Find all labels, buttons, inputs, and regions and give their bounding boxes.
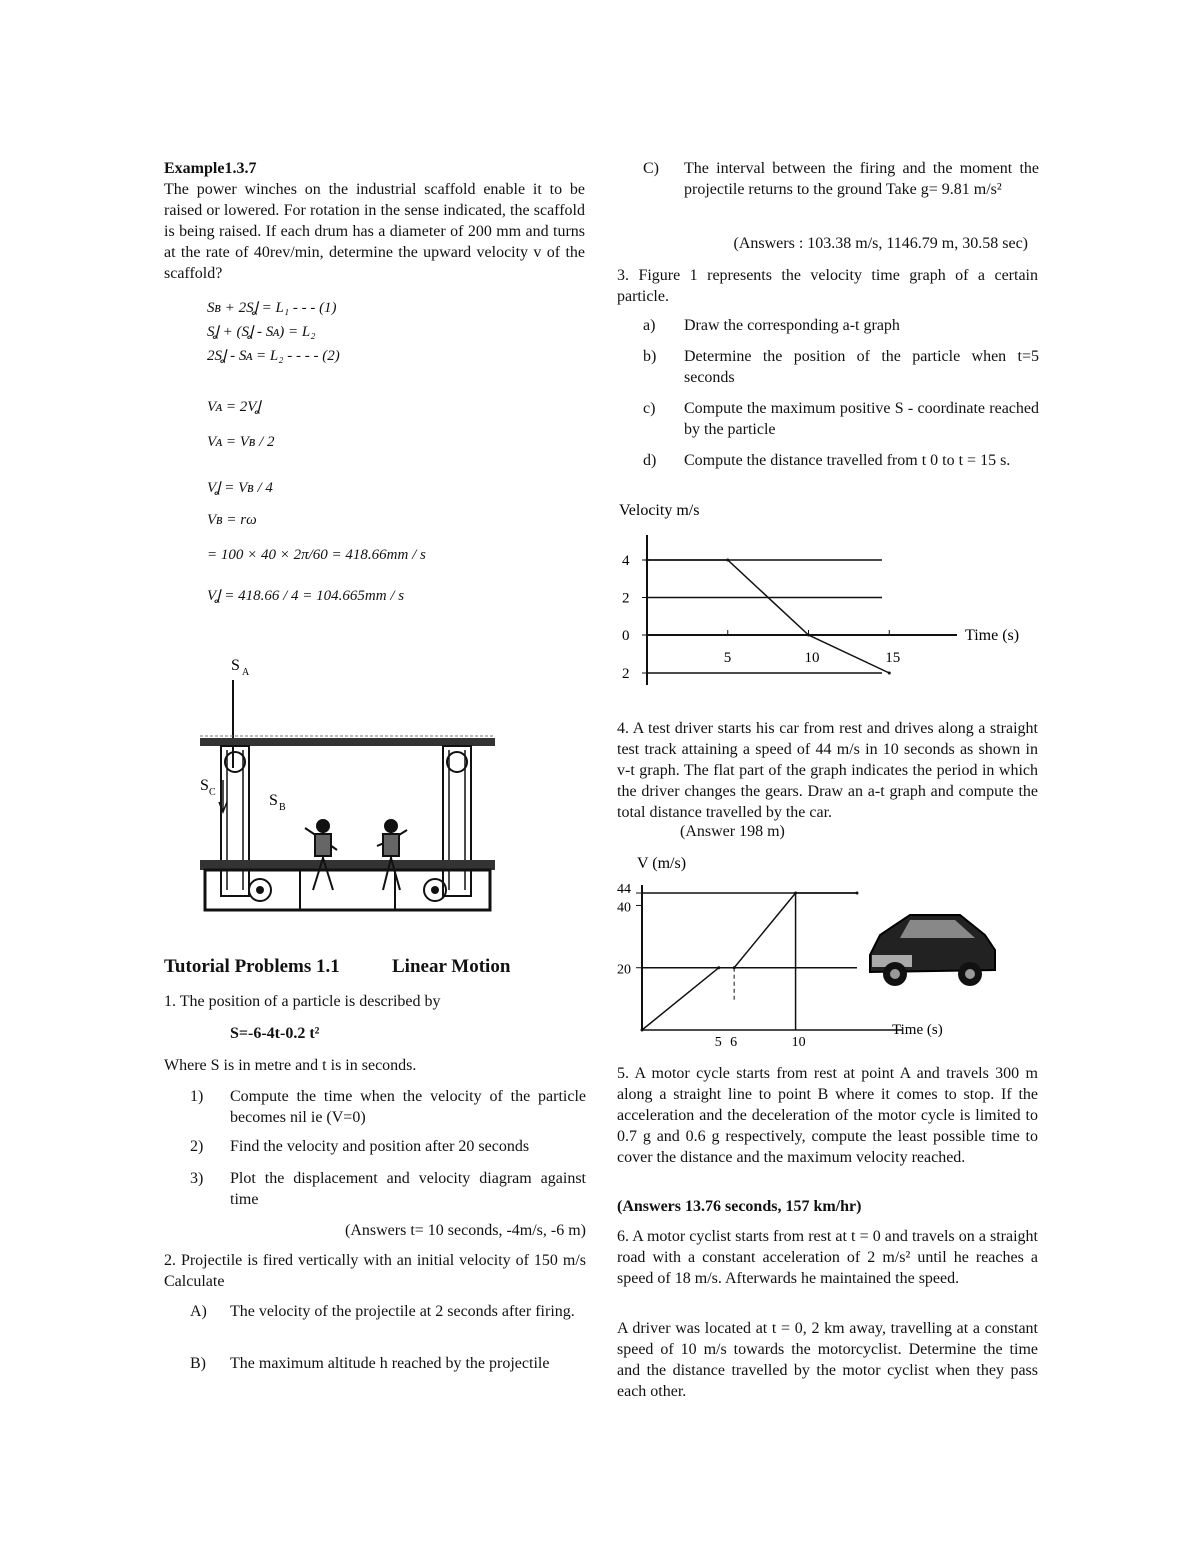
item-text: The interval between the firing and the moment the projectile returns to the ground Take g= 9.81 m/s² — [684, 160, 1039, 198]
chart-2-y-tick-label: 20 — [617, 962, 631, 978]
label-sc-sub: C — [209, 787, 216, 798]
item-label: d) — [643, 452, 657, 469]
chart-2-point — [794, 892, 797, 895]
example-text: The power winches on the industrial scaffold enable it to be raised or lowered. For rotation in the sense indicated, the scaffold is being raised. If each drum has a diameter of 200 mm and turns at the rate of 40rev/min, determine the upward velocity v of the scaffold? — [164, 181, 585, 282]
chart-2-ylabel: V (m/s) — [637, 855, 687, 872]
problem-1-item-2 — [190, 1136, 586, 1158]
item-label: C) — [643, 160, 659, 177]
problem-2-item-c — [643, 158, 1039, 224]
problem-3-item-d — [643, 450, 1039, 494]
problem-6-text: 6. A motor cyclist starts from rest at t = 0 and travels on a straight road with a constant acceleration of 2 m/s² until he reaches a speed of 18 m/s. Afterwards he maintained the speed. — [617, 1228, 1038, 1287]
problem-2-answer: (Answers : 103.38 m/s, 1146.79 m, 30.58 sec) — [733, 235, 1028, 252]
chart-2-y-tick-label: 40 — [617, 900, 631, 916]
chart-velocity-time — [612, 495, 1042, 690]
equation-7: Vʙ = rω — [207, 512, 257, 528]
item-label: 3) — [190, 1170, 204, 1187]
chart-1-xlabel: Time (s) — [965, 627, 1020, 644]
item-label: c) — [643, 400, 656, 417]
equation-8: = 100 × 40 × 2π/60 = 418.66mm / s — [207, 547, 426, 563]
item-text: Find the velocity and position after 20 seconds — [230, 1138, 530, 1155]
chart-1-point — [646, 559, 649, 562]
problem-3-item-b — [643, 346, 1039, 390]
label-sb: S — [269, 792, 278, 809]
platform-frame — [205, 870, 490, 910]
problem-4-text: 4. A test driver starts his car from rest and drives along a straight test track attaining a speed of 44 m/s in 10 seconds as shown in v-t graph. The flat part of the graph indicates the period in which the driver changes the gears. Draw an a-t graph and compute the total distance travelled by the car. — [617, 720, 1038, 821]
chart-1-y-tick-label: 4 — [622, 553, 630, 569]
problem-2-item-a — [190, 1301, 586, 1345]
equation-1: Sʙ + 2SꞲ = L₁ - - - (1) — [207, 300, 337, 316]
equation-9: VꞲ = 418.66 / 4 = 104.665mm / s — [207, 588, 405, 604]
equation-3: 2SꞲ - Sᴀ = L₂ - - - - (2) — [207, 348, 340, 364]
item-label: A) — [190, 1303, 207, 1320]
chart-2-point — [641, 1029, 644, 1032]
problem-1-equation: S=-6-4t-0.2 t² — [230, 1025, 320, 1042]
worker-right — [377, 820, 407, 890]
problem-2-item-b — [190, 1353, 586, 1397]
item-text: The maximum altitude h reached by the projectile — [230, 1355, 550, 1372]
problem-5-answer: (Answers 13.76 seconds, 157 km/hr) — [617, 1198, 862, 1215]
problem-1-intro: 1. The position of a particle is described by — [164, 993, 441, 1010]
chart-1-point — [726, 559, 729, 562]
item-text: Draw the corresponding a-t graph — [684, 317, 900, 334]
problem-3-intro: 3. Figure 1 represents the velocity time graph of a certain particle. — [617, 267, 1038, 305]
problem-1-answer: (Answers t= 10 seconds, -4m/s, -6 m) — [345, 1222, 586, 1239]
item-label: 2) — [190, 1138, 204, 1155]
problem-1-item-1 — [190, 1086, 586, 1130]
car-illustration — [860, 900, 1000, 990]
scaffold-figure — [195, 650, 505, 922]
chart-2-xlabel: Time (s) — [892, 1022, 943, 1038]
item-label: a) — [643, 317, 656, 334]
problem-5-text: 5. A motor cycle starts from rest at point A and travels 300 m along a straight line to point B where it comes to stop. If the acceleration and the deceleration of the motor cycle is limited to 0.7 g and 0.6 g respectively, compute the least possible time to cover the distance and the maximum velocity reached. — [617, 1065, 1038, 1166]
item-text: Plot the displacement and velocity diagram against time — [230, 1170, 586, 1208]
chart-1-y-tick-label: 0 — [622, 628, 630, 644]
worker-left — [305, 820, 337, 890]
chart-1-x-tick-label: 15 — [885, 650, 901, 666]
chart-1-series-line — [647, 560, 889, 673]
label-sb-sub: B — [279, 802, 286, 813]
label-sc: S — [200, 777, 209, 794]
item-label: b) — [643, 348, 657, 365]
item-text: The velocity of the projectile at 2 seconds after firing. — [230, 1303, 575, 1320]
chart-1-x-tick-label: 10 — [804, 650, 820, 666]
tutorial-topic: Linear Motion — [392, 956, 511, 977]
equation-6: VꞲ = Vʙ / 4 — [207, 480, 273, 496]
item-text: Compute the maximum positive S - coordinate reached by the particle — [684, 400, 1039, 438]
top-beam — [200, 738, 495, 746]
equation-5: Vᴀ = Vʙ / 2 — [207, 434, 275, 450]
chart-1-point — [888, 672, 891, 675]
chart-2-x-tick-label: 6 — [730, 1035, 738, 1050]
item-text: Determine the position of the particle when t=5 seconds — [684, 348, 1039, 386]
chart-1-y-tick-label: 2 — [622, 590, 630, 607]
chart-2-x-tick-label: 5 — [714, 1035, 722, 1050]
chart-1-point — [807, 634, 810, 637]
chart-1-ylabel: Velocity m/s — [619, 502, 700, 519]
item-text: Compute the distance travelled from t 0 to t = 15 s. — [684, 452, 1011, 469]
right-cable — [443, 746, 471, 896]
chart-2-point — [733, 966, 736, 969]
problem-6-text-2: A driver was located at t = 0, 2 km away, travelling at a constant speed of 10 m/s towards the motorcyclist. Determine the time and the distance travelled by the motor cyclist when they pass each other. — [617, 1320, 1038, 1400]
equation-2: SꞲ + (SꞲ - Sᴀ) = L₂ — [207, 324, 316, 340]
equation-4: Vᴀ = 2VꞲ — [207, 399, 261, 415]
chart-2-series-line — [642, 893, 857, 1030]
label-sa: S — [231, 657, 240, 674]
item-label: 1) — [190, 1088, 204, 1105]
label-sa-sub: A — [242, 667, 250, 678]
item-text: Compute the time when the velocity of the particle becomes nil ie (V=0) — [230, 1088, 586, 1126]
problem-3-item-a — [643, 315, 1039, 337]
chart-1-x-tick-label: 5 — [723, 650, 732, 666]
problem-1-where: Where S is in metre and t is in seconds. — [164, 1057, 417, 1074]
example-title: Example1.3.7 — [164, 160, 257, 177]
chart-2-point — [856, 892, 859, 895]
tutorial-heading: Tutorial Problems 1.1 — [164, 956, 340, 977]
chart-2-point — [717, 966, 720, 969]
left-cable — [221, 746, 249, 896]
item-label: B) — [190, 1355, 206, 1372]
chart-1-y-tick-label: 2 — [622, 666, 630, 682]
chart-2-x-tick-label: 10 — [791, 1035, 806, 1050]
problem-2-intro: 2. Projectile is fired vertically with an initial velocity of 150 m/s Calculate — [164, 1252, 586, 1290]
problem-1-item-3 — [190, 1168, 586, 1212]
problem-4-answer: (Answer 198 m) — [680, 823, 785, 840]
chart-2-y-tick-label: 44 — [617, 882, 631, 897]
problem-3-item-c — [643, 398, 1039, 442]
